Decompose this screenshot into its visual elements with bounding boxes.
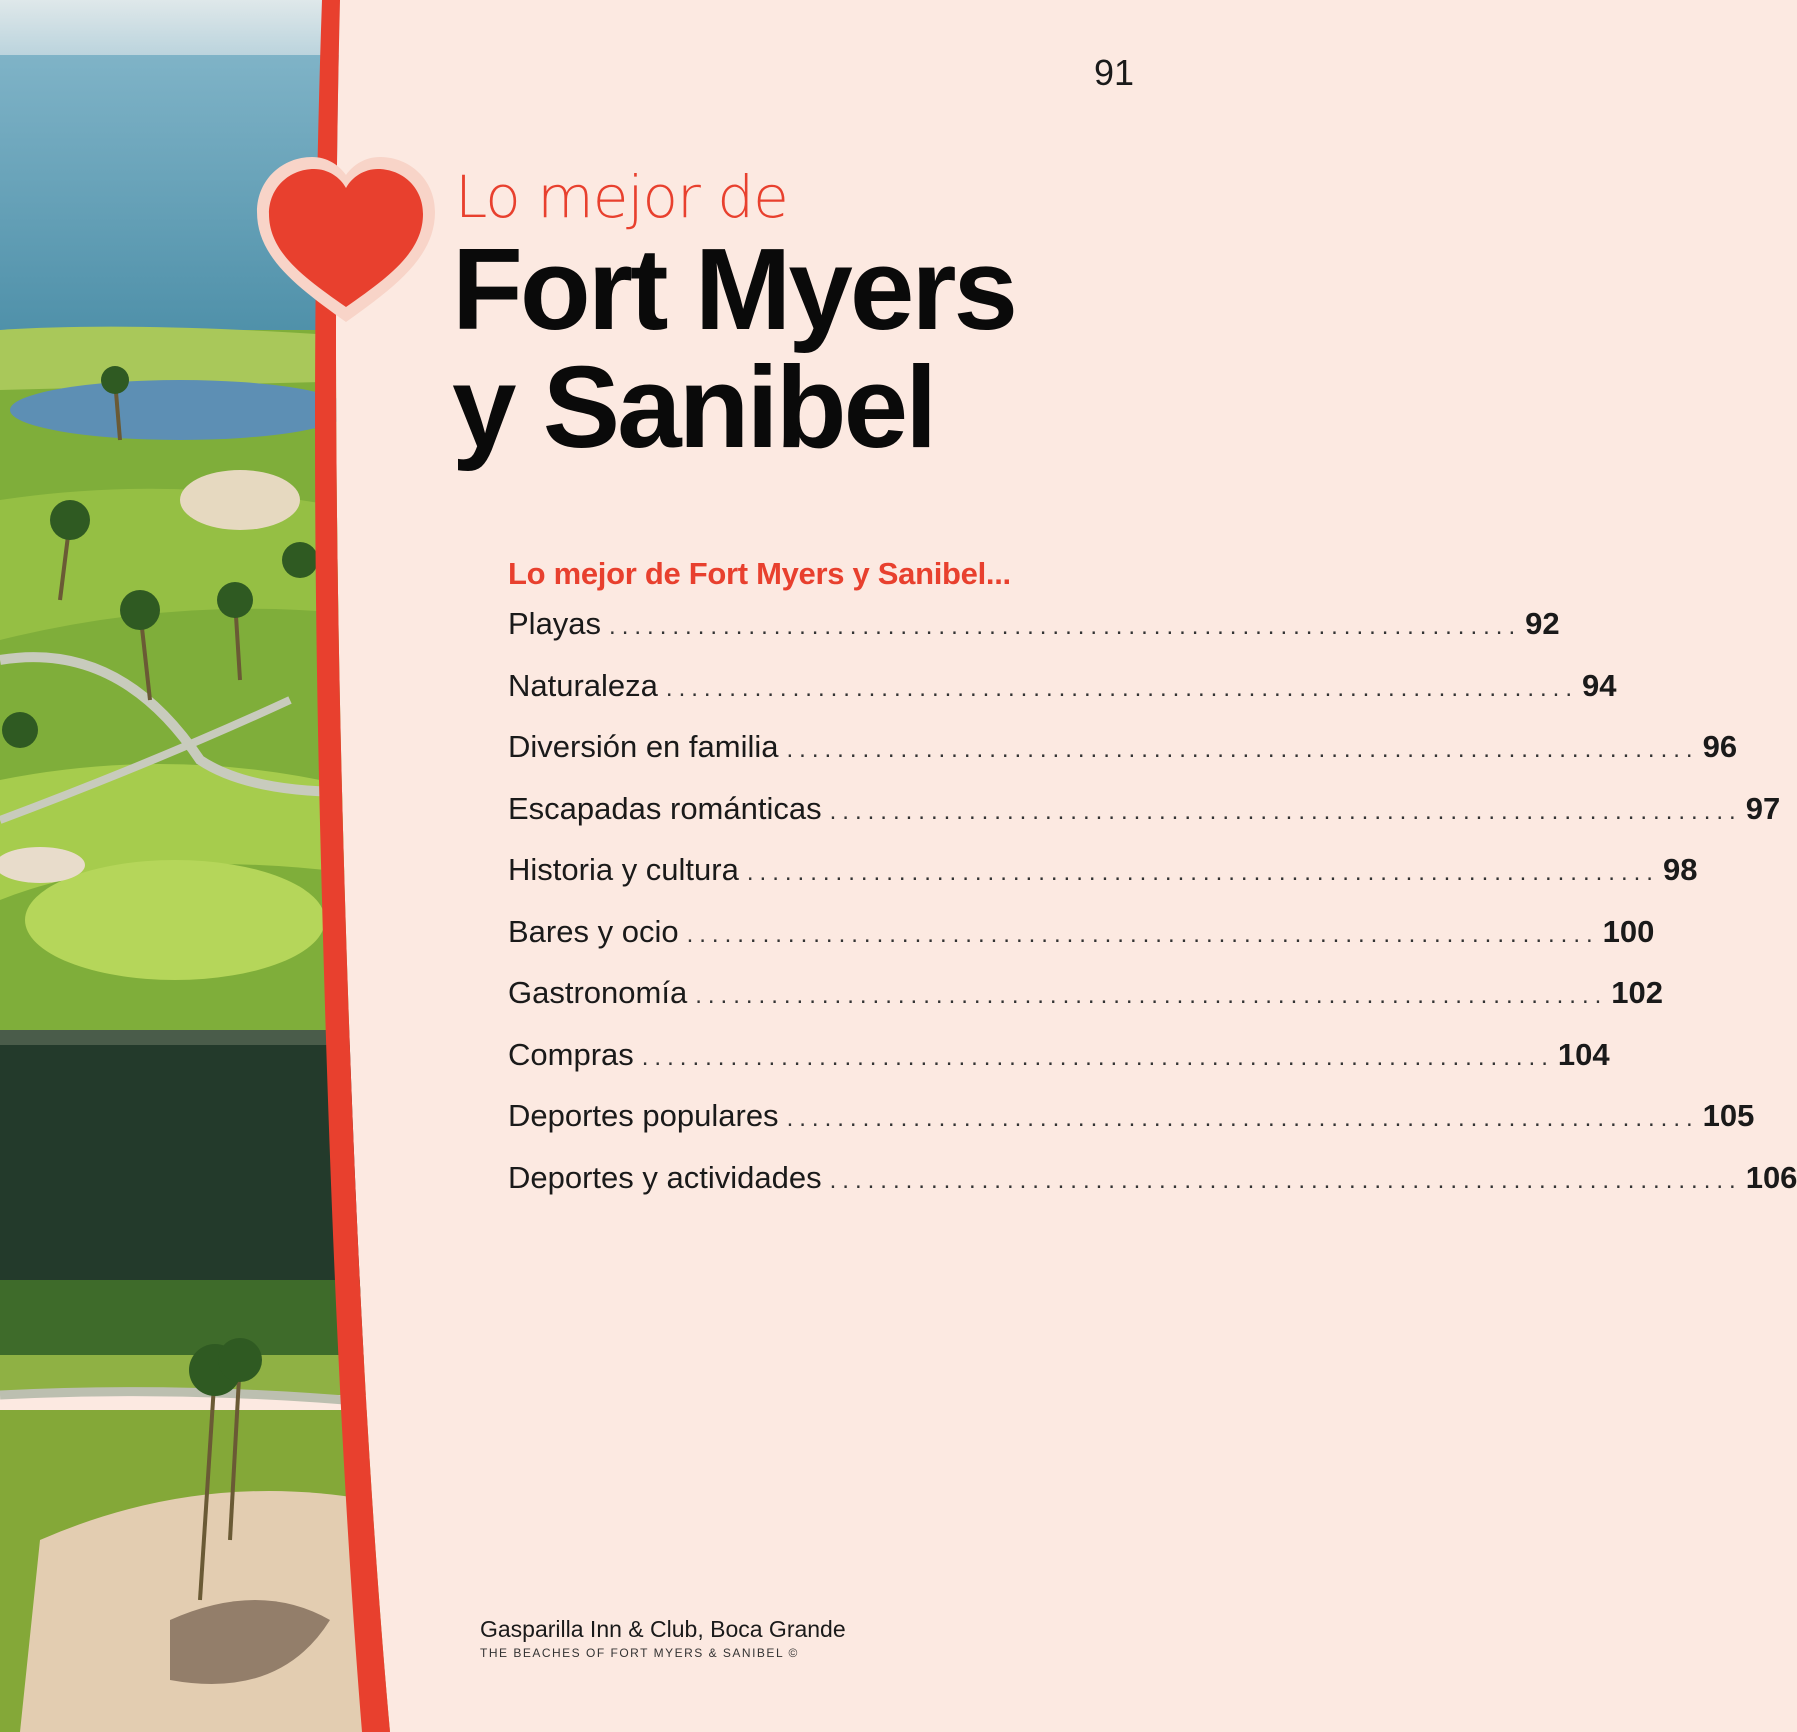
toc-item-label: Deportes y actividades	[508, 1159, 822, 1195]
toc-item-page: 105	[1702, 1098, 1755, 1133]
toc-item-label: Naturaleza	[508, 667, 658, 703]
caption-title: Gasparilla Inn & Club, Boca Grande	[480, 1616, 846, 1642]
toc-item-label: Diversión en familia	[508, 729, 779, 764]
toc-item-page: 98	[1662, 852, 1698, 887]
toc-item-page: 96	[1702, 729, 1738, 764]
toc-item-page: 104	[1557, 1036, 1610, 1072]
toc-item-label: Playas	[508, 606, 602, 641]
toc-leader: ........................................................................	[786, 736, 1699, 763]
toc-item-page: 102	[1611, 975, 1664, 1010]
toc-item-page: 92	[1525, 606, 1560, 641]
toc-item[interactable]	[508, 667, 1617, 730]
toc-item[interactable]	[508, 975, 1664, 1037]
toc-leader: ........................................................................	[686, 920, 1599, 948]
toc-item-page: 94	[1582, 667, 1617, 703]
toc-leader: ........................................................................	[829, 797, 1742, 825]
toc-item[interactable]	[508, 1098, 1755, 1160]
toc-item[interactable]	[508, 606, 1560, 668]
toc-item[interactable]	[508, 1159, 1797, 1222]
heart-icon	[257, 157, 435, 335]
page-number: 91	[1093, 52, 1134, 93]
toc-leader: ........................................................................	[665, 674, 1579, 702]
toc-item-page: 100	[1602, 913, 1655, 949]
toc-item[interactable]	[508, 729, 1738, 791]
toc-leader: ........................................................................	[641, 1043, 1554, 1071]
photo-caption	[480, 1616, 846, 1660]
toc-heading: Lo mejor de Fort Myers y Sanibel...	[508, 556, 1011, 591]
toc-item-label: Historia y cultura	[508, 852, 739, 887]
toc-item-page: 97	[1745, 790, 1781, 826]
toc-leader: ........................................................................	[746, 859, 1659, 886]
toc-leader: ........................................................................	[829, 1166, 1742, 1194]
title-kicker: Lo mejor de	[455, 163, 788, 231]
caption-credit: THE BEACHES OF FORT MYERS & SANIBEL ©	[480, 1646, 799, 1660]
toc-leader: ........................................................................	[786, 1105, 1699, 1132]
toc-item[interactable]	[508, 1036, 1610, 1099]
toc-item[interactable]	[508, 913, 1655, 976]
toc-leader: ........................................................................	[695, 982, 1608, 1009]
toc-leader: ........................................................................	[609, 613, 1522, 640]
toc-item-label: Bares y ocio	[508, 913, 679, 949]
toc-item-label: Gastronomía	[508, 975, 688, 1010]
toc-item-label: Escapadas románticas	[508, 790, 822, 826]
table-of-contents	[508, 556, 1797, 1221]
page-title	[452, 224, 1016, 472]
toc-item-label: Deportes populares	[508, 1098, 779, 1133]
toc-item-page: 106	[1745, 1159, 1797, 1195]
toc-item-label: Compras	[508, 1036, 634, 1072]
page-title-line1: Fort Myers	[452, 224, 1016, 354]
toc-item[interactable]	[508, 852, 1698, 914]
page-title-line2: y Sanibel	[452, 342, 935, 472]
toc-item[interactable]	[508, 790, 1781, 853]
